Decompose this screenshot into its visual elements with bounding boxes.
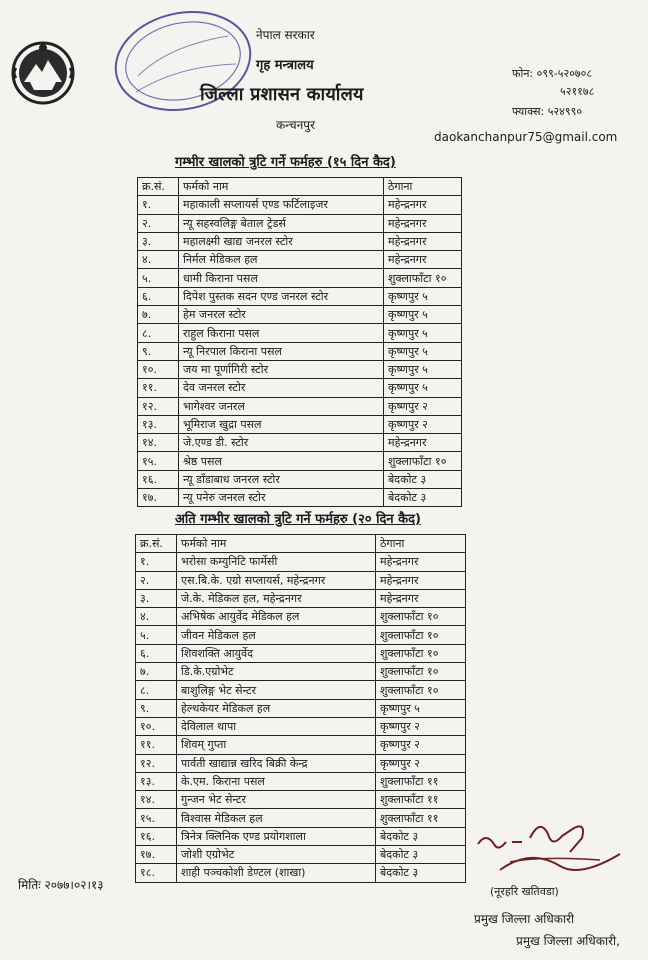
cell-serial: १४. bbox=[136, 791, 177, 809]
cell-firm-name: विश्वास मेडिकल हल bbox=[177, 809, 376, 827]
table-row bbox=[138, 452, 462, 470]
cell-address: महेन्द्रनगर bbox=[384, 232, 462, 250]
cell-firm-name: हेम जनरल स्टोर bbox=[179, 306, 384, 324]
table-row bbox=[136, 553, 466, 571]
cell-serial: १५. bbox=[136, 809, 177, 827]
section2-title: अति गम्भीर खालको त्रुटि गर्ने फर्महरु (२० दिन कैद) bbox=[175, 512, 422, 527]
cell-serial: १६. bbox=[138, 470, 179, 488]
table-row bbox=[136, 754, 466, 772]
cell-address: शुक्लाफाँटा ११ bbox=[376, 791, 466, 809]
cell-address: शुक्लाफाँटा १० bbox=[376, 608, 466, 626]
table-row bbox=[138, 269, 462, 287]
signatory-title-2: प्रमुख जिल्ला अधिकारी, bbox=[516, 934, 620, 948]
table-row bbox=[138, 360, 462, 378]
cell-firm-name: महाकाली सप्लायर्स एण्ड फर्टिलाइजर bbox=[179, 196, 384, 214]
cell-address: कृष्णपुर २ bbox=[384, 415, 462, 433]
cell-firm-name: त्रिनेत्र क्लिनिक एण्ड प्रयोगशाला bbox=[177, 827, 376, 845]
cell-address: महेन्द्रनगर bbox=[384, 214, 462, 232]
cell-firm-name: बाशुलिङ्ग भेट सेन्टर bbox=[177, 681, 376, 699]
header-address: ठेगाना bbox=[384, 178, 462, 196]
nepal-emblem-icon bbox=[8, 38, 78, 108]
cell-address: शुक्लाफाँटा १० bbox=[376, 644, 466, 662]
cell-firm-name: महालक्ष्मी खाद्य जनरल स्टोर bbox=[179, 232, 384, 250]
cell-address: महेन्द्रनगर bbox=[384, 196, 462, 214]
table-row bbox=[136, 809, 466, 827]
cell-address: शुक्लाफाँटा १० bbox=[384, 452, 462, 470]
cell-address: बेदकोट ३ bbox=[376, 846, 466, 864]
cell-firm-name: धामी किराना पसल bbox=[179, 269, 384, 287]
cell-address: शुक्लाफाँटा १० bbox=[384, 269, 462, 287]
cell-firm-name: जोशी एग्रोभेट bbox=[177, 846, 376, 864]
cell-serial: १७. bbox=[138, 489, 179, 507]
ministry-name: गृह मन्त्रालय bbox=[256, 58, 314, 73]
table-row bbox=[136, 608, 466, 626]
cell-serial: ११. bbox=[136, 736, 177, 754]
cell-firm-name: हेल्थकेयर मेडिकल हल bbox=[177, 699, 376, 717]
government-name: नेपाल सरकार bbox=[256, 28, 315, 42]
cell-address: शुक्लाफाँटा १० bbox=[376, 681, 466, 699]
cell-firm-name: शाही पञ्चकोशी डेण्टल (शाखा) bbox=[177, 864, 376, 882]
header-address: ठेगाना bbox=[376, 535, 466, 553]
cell-address: कृष्णपुर ५ bbox=[384, 379, 462, 397]
cell-serial: २. bbox=[136, 571, 177, 589]
cell-serial: ४. bbox=[136, 608, 177, 626]
cell-serial: १३. bbox=[138, 415, 179, 433]
table-row bbox=[138, 324, 462, 342]
cell-firm-name: के.एम. किराना पसल bbox=[177, 772, 376, 790]
table-row bbox=[138, 342, 462, 360]
office-name: जिल्ला प्रशासन कार्यालय bbox=[200, 84, 364, 105]
cell-firm-name: गुन्जन भेट सेन्टर bbox=[177, 791, 376, 809]
email-address: daokanchanpur75@gmail.com bbox=[434, 130, 618, 144]
cell-address: कृष्णपुर ५ bbox=[384, 324, 462, 342]
table-row bbox=[136, 626, 466, 644]
cell-firm-name: देविलाल थापा bbox=[177, 717, 376, 735]
table-row bbox=[138, 306, 462, 324]
signature-scribble bbox=[470, 808, 640, 888]
cell-serial: ३. bbox=[138, 232, 179, 250]
section1-table bbox=[137, 177, 462, 507]
cell-serial: १३. bbox=[136, 772, 177, 790]
table-row bbox=[136, 846, 466, 864]
header-firm-name: फर्मको नाम bbox=[177, 535, 376, 553]
cell-address: महेन्द्रनगर bbox=[376, 571, 466, 589]
cell-serial: ७. bbox=[138, 306, 179, 324]
cell-firm-name: न्यू सहस्वलिङ्ग बेताल ट्रेडर्स bbox=[179, 214, 384, 232]
cell-firm-name: एस.बि.के. एग्रो सप्लायर्स, महेन्द्रनगर bbox=[177, 571, 376, 589]
cell-serial: १. bbox=[136, 553, 177, 571]
cell-address: महेन्द्रनगर bbox=[376, 553, 466, 571]
cell-firm-name: पार्वती खाद्यान्न खरिद बिक्री केन्द्र bbox=[177, 754, 376, 772]
table-header-row bbox=[136, 535, 466, 553]
cell-address: कृष्णपुर २ bbox=[376, 717, 466, 735]
header-firm-name: फर्मको नाम bbox=[179, 178, 384, 196]
document-date: मितिः २०७७।०२।१३ bbox=[18, 878, 104, 892]
cell-serial: ६. bbox=[138, 287, 179, 305]
cell-serial: १. bbox=[138, 196, 179, 214]
cell-serial: ७. bbox=[136, 663, 177, 681]
cell-firm-name: न्यू निरपाल किराना पसल bbox=[179, 342, 384, 360]
cell-firm-name: शिवशक्ति आयुर्वेद bbox=[177, 644, 376, 662]
header-serial: क्र.सं. bbox=[136, 535, 177, 553]
cell-serial: ५. bbox=[136, 626, 177, 644]
cell-serial: १२. bbox=[136, 754, 177, 772]
table-row bbox=[136, 699, 466, 717]
table-row bbox=[138, 434, 462, 452]
table-row bbox=[136, 571, 466, 589]
cell-address: महेन्द्रनगर bbox=[376, 589, 466, 607]
table-header-row bbox=[138, 178, 462, 196]
table-row bbox=[138, 251, 462, 269]
table-row bbox=[136, 864, 466, 882]
cell-firm-name: शिवम् गुप्ता bbox=[177, 736, 376, 754]
signatory-name: (नूरहरि खतिवडा) bbox=[490, 885, 559, 898]
header-serial: क्र.सं. bbox=[138, 178, 179, 196]
table-row bbox=[138, 470, 462, 488]
cell-serial: १८. bbox=[136, 864, 177, 882]
cell-address: महेन्द्रनगर bbox=[384, 251, 462, 269]
cell-firm-name: जय मा पूर्णागिरी स्टोर bbox=[179, 360, 384, 378]
cell-firm-name: जे.एण्ड डी. स्टोर bbox=[179, 434, 384, 452]
cell-address: महेन्द्रनगर bbox=[384, 434, 462, 452]
table-row bbox=[136, 644, 466, 662]
cell-serial: ८. bbox=[138, 324, 179, 342]
cell-address: शुक्लाफाँटा ११ bbox=[376, 809, 466, 827]
table-row bbox=[138, 397, 462, 415]
cell-serial: १०. bbox=[138, 360, 179, 378]
table-row bbox=[136, 736, 466, 754]
cell-address: कृष्णपुर ५ bbox=[384, 306, 462, 324]
phone-number-2: ५२११७८ bbox=[560, 85, 595, 98]
cell-address: शुक्लाफाँटा १० bbox=[376, 663, 466, 681]
cell-firm-name: न्यू डाँडाबाध जनरल स्टोर bbox=[179, 470, 384, 488]
cell-firm-name: डि.के.एग्रोभेट bbox=[177, 663, 376, 681]
table-row bbox=[138, 415, 462, 433]
signatory-title: प्रमुख जिल्ला अधिकारी bbox=[474, 912, 575, 926]
cell-serial: ६. bbox=[136, 644, 177, 662]
table-row bbox=[138, 489, 462, 507]
cell-serial: ३. bbox=[136, 589, 177, 607]
cell-address: शुक्लाफाँटा १० bbox=[376, 626, 466, 644]
cell-firm-name: निर्मल मेडिकल हल bbox=[179, 251, 384, 269]
table-row bbox=[136, 681, 466, 699]
cell-firm-name: दिपेश पुस्तक सदन एण्ड जनरल स्टोर bbox=[179, 287, 384, 305]
cell-address: कृष्णपुर २ bbox=[376, 754, 466, 772]
table-row bbox=[136, 791, 466, 809]
cell-address: बेदकोट ३ bbox=[384, 489, 462, 507]
cell-serial: ९. bbox=[136, 699, 177, 717]
table-row bbox=[136, 772, 466, 790]
cell-serial: ४. bbox=[138, 251, 179, 269]
cell-address: कृष्णपुर ५ bbox=[384, 342, 462, 360]
cell-address: बेदकोट ३ bbox=[384, 470, 462, 488]
cell-firm-name: देव जनरल स्टोर bbox=[179, 379, 384, 397]
section2-table bbox=[135, 534, 466, 883]
table-row bbox=[138, 379, 462, 397]
cell-firm-name: भूमिराज खुद्रा पसल bbox=[179, 415, 384, 433]
table-row bbox=[138, 232, 462, 250]
cell-address: शुक्लाफाँटा ११ bbox=[376, 772, 466, 790]
cell-firm-name: भरोसा कम्युनिटि फार्मेसी bbox=[177, 553, 376, 571]
table-row bbox=[136, 717, 466, 735]
table-row bbox=[138, 196, 462, 214]
cell-serial: २. bbox=[138, 214, 179, 232]
cell-serial: १७. bbox=[136, 846, 177, 864]
cell-firm-name: भागेश्वर जनरल bbox=[179, 397, 384, 415]
cell-firm-name: राहुल किराना पसल bbox=[179, 324, 384, 342]
cell-serial: १०. bbox=[136, 717, 177, 735]
cell-serial: १२. bbox=[138, 397, 179, 415]
cell-firm-name: श्रेष्ठ पसल bbox=[179, 452, 384, 470]
cell-serial: ५. bbox=[138, 269, 179, 287]
table-row bbox=[136, 589, 466, 607]
cell-firm-name: न्यू पनेरु जनरल स्टोर bbox=[179, 489, 384, 507]
table-row bbox=[136, 663, 466, 681]
table-row bbox=[136, 827, 466, 845]
cell-serial: ९. bbox=[138, 342, 179, 360]
cell-serial: १४. bbox=[138, 434, 179, 452]
cell-firm-name: अभिषेक आयुर्वेद मेडिकल हल bbox=[177, 608, 376, 626]
cell-address: कृष्णपुर ५ bbox=[384, 287, 462, 305]
table-row bbox=[138, 287, 462, 305]
cell-address: बेदकोट ३ bbox=[376, 864, 466, 882]
table-row bbox=[138, 214, 462, 232]
cell-address: बेदकोट ३ bbox=[376, 827, 466, 845]
cell-serial: १६. bbox=[136, 827, 177, 845]
cell-address: कृष्णपुर ५ bbox=[384, 360, 462, 378]
fax-number: फ्याक्स: ५२४९९० bbox=[512, 105, 583, 118]
cell-firm-name: जे.के. मेडिकल हल, महेन्द्रनगर bbox=[177, 589, 376, 607]
cell-address: कृष्णपुर २ bbox=[376, 736, 466, 754]
cell-address: कृष्णपुर ५ bbox=[376, 699, 466, 717]
cell-serial: ८. bbox=[136, 681, 177, 699]
phone-number: फोन: ०९९-५२०७०८ bbox=[512, 67, 593, 80]
cell-firm-name: जीवन मेडिकल हल bbox=[177, 626, 376, 644]
cell-address: कृष्णपुर २ bbox=[384, 397, 462, 415]
cell-serial: १५. bbox=[138, 452, 179, 470]
section1-title: गम्भीर खालको त्रुटि गर्ने फर्महरु (१५ दिन कैद) bbox=[175, 155, 396, 170]
district-name: कन्चनपुर bbox=[276, 118, 316, 132]
cell-serial: ११. bbox=[138, 379, 179, 397]
